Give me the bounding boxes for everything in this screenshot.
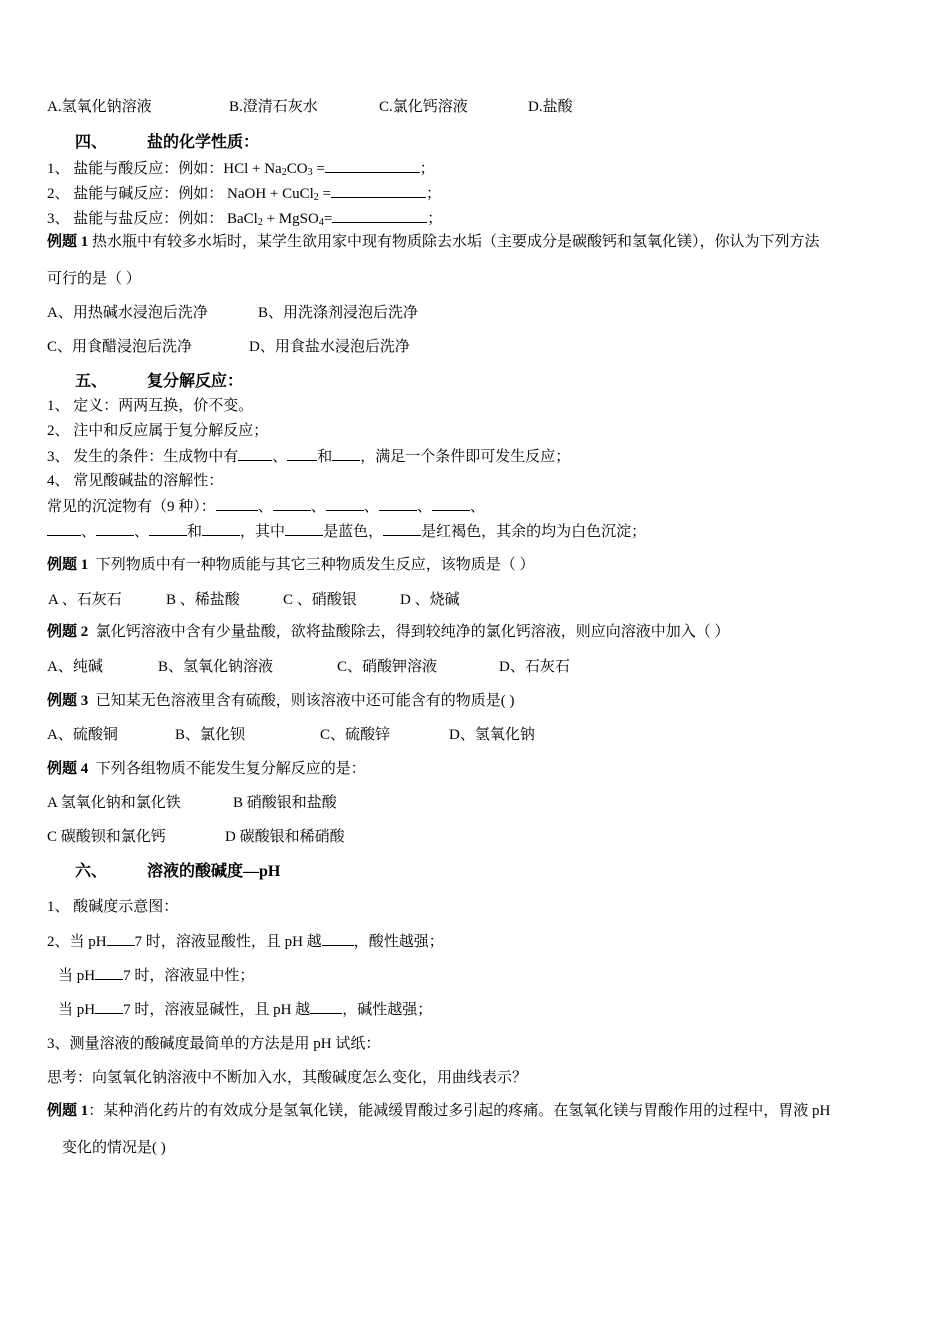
answer-blank[interactable]: [331, 183, 426, 198]
example-label: 例题 4: [47, 761, 89, 777]
answer-blank[interactable]: [322, 931, 354, 946]
s5-line-5: 常见的沉淀物有（9 种）： 、 、 、 、 、: [47, 496, 485, 517]
answer-blank[interactable]: [96, 521, 134, 536]
s6-example-1-cont: 变化的情况是( ): [62, 1140, 166, 1156]
s6-example-1: 例题 1：某种消化药片的有效成分是氢氧化镁，能减缓胃酸过多引起的疼痛。在氢氧化镁与胃酸作用的过程中，胃液 pH: [47, 1103, 831, 1119]
s4-ex1-option-d: D、用食盐水浸泡后洗净: [249, 339, 410, 355]
s5-ex3-option-b: B、氯化钡: [175, 727, 246, 743]
answer-blank[interactable]: [202, 521, 240, 536]
q0-option-a: A.氢氧化钠溶液: [47, 99, 152, 115]
example-label: 例题 2: [47, 624, 89, 640]
s5-ex2-option-c: C、硝酸钾溶液: [337, 659, 438, 675]
answer-blank[interactable]: [310, 999, 342, 1014]
section-4-title: 盐的化学性质：: [147, 134, 260, 151]
answer-blank[interactable]: [149, 521, 187, 536]
answer-blank[interactable]: [325, 158, 420, 173]
s4-example-1-cont: 可行的是（ ）: [47, 271, 141, 287]
s6-line-1: 1、 酸碱度示意图：: [47, 899, 179, 915]
answer-blank[interactable]: [379, 496, 417, 511]
s5-ex2-option-b: B、氢氧化钠溶液: [158, 659, 274, 675]
s4-ex1-option-c: C、用食醋浸泡后洗净: [47, 339, 193, 355]
section-4-number: 四、: [75, 134, 108, 151]
s4-line-3: 3、 盐能与盐反应：例如： BaCl$_2$ + MgSO$_4$= ；: [47, 208, 442, 229]
answer-blank[interactable]: [287, 446, 317, 461]
s4-ex1-option-b: B、用洗涤剂浸泡后洗净: [258, 305, 419, 321]
s5-ex2-option-d: D、石灰石: [499, 659, 570, 675]
s5-line-6: 、 、 和 ，其中 是蓝色， 是红褐色，其余的均为白色沉淀；: [47, 521, 646, 542]
answer-blank[interactable]: [383, 521, 421, 536]
section-4-heading: [75, 133, 259, 153]
s5-ex3-option-d: D、氢氧化钠: [449, 727, 535, 743]
s5-ex4-option-b: B 硝酸银和盐酸: [233, 795, 337, 811]
s5-line-2: 2、 注中和反应属于复分解反应；: [47, 423, 269, 439]
s4-line-2: 2、 盐能与碱反应：例如： NaOH + CuCl$_2$ = ；: [47, 183, 441, 204]
s6-line-5: 3、测量溶液的酸碱度最简单的方法是用 pH 试纸：: [47, 1036, 381, 1052]
s6-line-2: 2、当 pH 7 时，溶液显酸性，且 pH 越 ，酸性越强；: [47, 931, 444, 952]
q0-option-d: D.盐酸: [528, 99, 573, 115]
s5-example-1: 例题 1 下列物质中有一种物质能与其它三种物质发生反应，该物质是（ ）: [47, 557, 535, 573]
example-label: 例题 1: [47, 557, 89, 573]
answer-blank[interactable]: [332, 446, 360, 461]
example-label: 例题 3: [47, 693, 89, 709]
s5-ex1-option-a: A 、石灰石: [48, 592, 122, 608]
example-label: 例题 1: [47, 234, 89, 250]
answer-blank[interactable]: [107, 931, 135, 946]
s5-example-4: 例题 4 下列各组物质不能发生复分解反应的是：: [47, 761, 366, 777]
s5-line-3: 3、 发生的条件：生成物中有 、 和 ，满足一个条件即可发生反应；: [47, 446, 570, 467]
example-label: 例题 1: [47, 1103, 89, 1119]
s5-example-3: 例题 3 已知某无色溶液里含有硫酸，则该溶液中还可能含有的物质是( ): [47, 693, 515, 709]
section-6-number: 六、: [75, 863, 108, 880]
answer-blank[interactable]: [47, 521, 81, 536]
answer-blank[interactable]: [216, 496, 258, 511]
q0-option-b: B.澄清石灰水: [229, 99, 318, 115]
section-5-heading: [75, 372, 243, 392]
s5-ex4-option-c: C 碳酸钡和氯化钙: [47, 829, 166, 845]
s5-ex1-option-c: C 、硝酸银: [283, 592, 357, 608]
s4-ex1-option-a: A、用热碱水浸泡后洗净: [47, 305, 208, 321]
answer-blank[interactable]: [95, 999, 123, 1014]
s5-example-2: 例题 2 氯化钙溶液中含有少量盐酸，欲将盐酸除去，得到较纯净的氯化钙溶液，则应向溶液中加入（ ）: [47, 624, 730, 640]
s5-ex4-option-a: A 氢氧化钠和氯化铁: [47, 795, 181, 811]
answer-blank[interactable]: [332, 208, 427, 223]
section-5-title: 复分解反应：: [147, 373, 244, 390]
s5-ex1-option-b: B 、稀盐酸: [166, 592, 240, 608]
answer-blank[interactable]: [238, 446, 272, 461]
answer-blank[interactable]: [432, 496, 470, 511]
s5-ex4-option-d: D 碳酸银和稀硝酸: [225, 829, 345, 845]
s5-ex1-option-d: D 、烧碱: [400, 592, 460, 608]
section-6-title: 溶液的酸碱度—pH: [147, 863, 281, 880]
s4-example-1: 例题 1 热水瓶中有较多水垢时，某学生欲用家中现有物质除去水垢（主要成分是碳酸钙和氢氧化镁），你认为下列方法: [47, 234, 820, 250]
answer-blank[interactable]: [285, 521, 323, 536]
s5-ex2-option-a: A、纯碱: [47, 659, 103, 675]
s5-ex3-option-a: A、硫酸铜: [47, 727, 118, 743]
section-6-heading: [75, 862, 280, 882]
s4-line-1: 1、 盐能与酸反应：例如：HCl + $Na_2CO_3$ = ；: [47, 158, 435, 179]
s6-line-3: 当 pH 7 时，溶液显中性；: [58, 965, 254, 986]
s5-ex3-option-c: C、硫酸锌: [320, 727, 391, 743]
s5-line-1: 1、 定义：两两互换，价不变。: [47, 398, 254, 414]
s6-think-question: 思考：向氢氧化钠溶液中不断加入水，其酸碱度怎么变化，用曲线表示？: [47, 1070, 528, 1086]
section-5-number: 五、: [75, 373, 108, 390]
answer-blank[interactable]: [273, 496, 311, 511]
q0-option-c: C.氯化钙溶液: [379, 99, 468, 115]
answer-blank[interactable]: [95, 965, 123, 980]
s6-line-4: 当 pH 7 时，溶液显碱性，且 pH 越 ，碱性越强；: [58, 999, 432, 1020]
answer-blank[interactable]: [326, 496, 364, 511]
s5-line-4: 4、 常见酸碱盐的溶解性：: [47, 473, 224, 489]
